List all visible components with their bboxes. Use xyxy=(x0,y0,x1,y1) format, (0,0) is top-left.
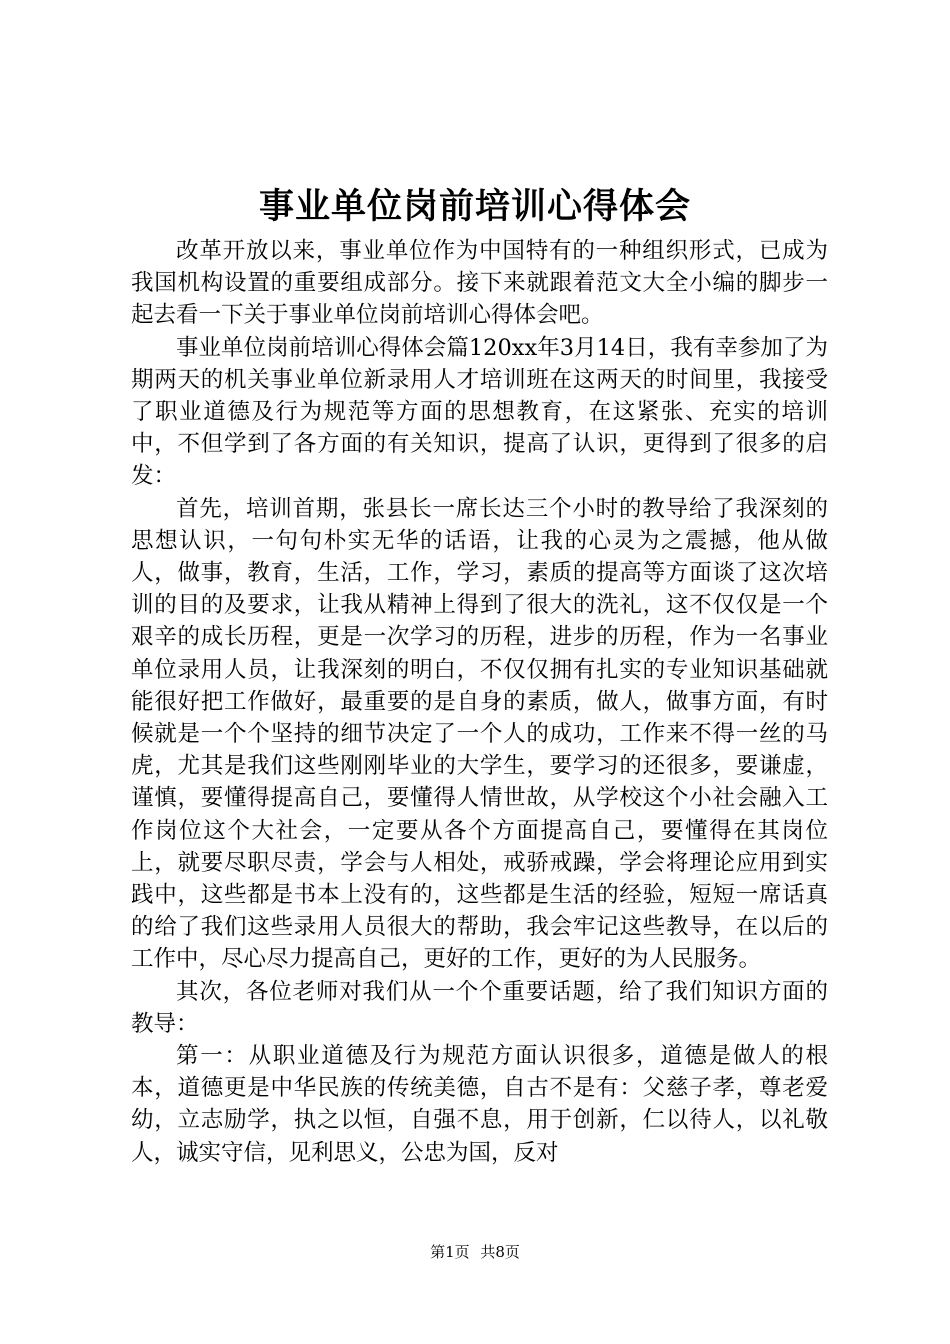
document-body xyxy=(131,235,828,1169)
paragraph-3: 其次，各位老师对我们从一个个重要话题，给了我们知识方面的教导： xyxy=(131,978,828,1037)
paragraph-1: 事业单位岗前培训心得体会篇120xx年3月14日，我有幸参加了为期两天的机关事业单位新录用人才培训班在这两天的时间里，我接受了职业道德及行为规范等方面的思想教育，在这紧张、充实的培训中，不但学到了各方面的有关知识，提高了认识，更得到了很多的启发： xyxy=(131,334,828,490)
document-title: 事业单位岗前培训心得体会 xyxy=(258,187,691,227)
paragraph-intro: 改革开放以来，事业单位作为中国特有的一种组织形式，已成为我国机构设置的重要组成部分。接下来就跟着范文大全小编的脚步一起去看一下关于事业单位岗前培训心得体会吧。 xyxy=(131,238,828,329)
paragraph-4: 第一：从职业道德及行为规范方面认识很多，道德是做人的根本，道德更是中华民族的传统美德，自古不是有：父慈子孝，尊老爱幼，立志励学，执之以恒，自强不息，用于创新，仁以待人，以礼敬人，诚实守信，见利思义，公忠为国，反对 xyxy=(131,1043,828,1166)
page-number: 第1页 xyxy=(430,1243,470,1261)
page-total: 共8页 xyxy=(480,1243,520,1261)
page-footer xyxy=(0,1242,950,1262)
paragraph-2: 首先，培训首期，张县长一席长达三个小时的教导给了我深刻的思想认识，一句句朴实无华的话语，让我的心灵为之震撼，他从做人，做事，教育，生活，工作，学习，素质的提高等方面谈了这次培训的目的及要求，让我从精神上得到了很大的洗礼，这不仅仅是一个艰辛的成长历程，更是一次学习的历程，进步的历程，作为一名事业单位录用人员，让我深刻的明白，不仅仅拥有扎实的专业知识基础就能很好把工作做好，最重要的是自身的素质，做人，做事方面，有时候就是一个个坚持的细节决定了一个人的成功，工作来不得一丝的马虎，尤其是我们这些刚刚毕业的大学生，要学习的还很多，要谦虚，谨慎，要懂得提高自己，要懂得人情世故，从学校这个小社会融入工作岗位这个大社会，一定要从各个方面提高自己，要懂得在其岗位上，就要尽职尽责，学会与人相处，戒骄戒躁，学会将理论应用到实践中，这些都是书本上没有的，这些都是生活的经验，短短一席话真的给了我们这些录用人员很大的帮助，我会牢记这些教导，在以后的工作中，尽心尽力提高自己，更好的工作，更好的为人民服务。 xyxy=(131,495,828,973)
